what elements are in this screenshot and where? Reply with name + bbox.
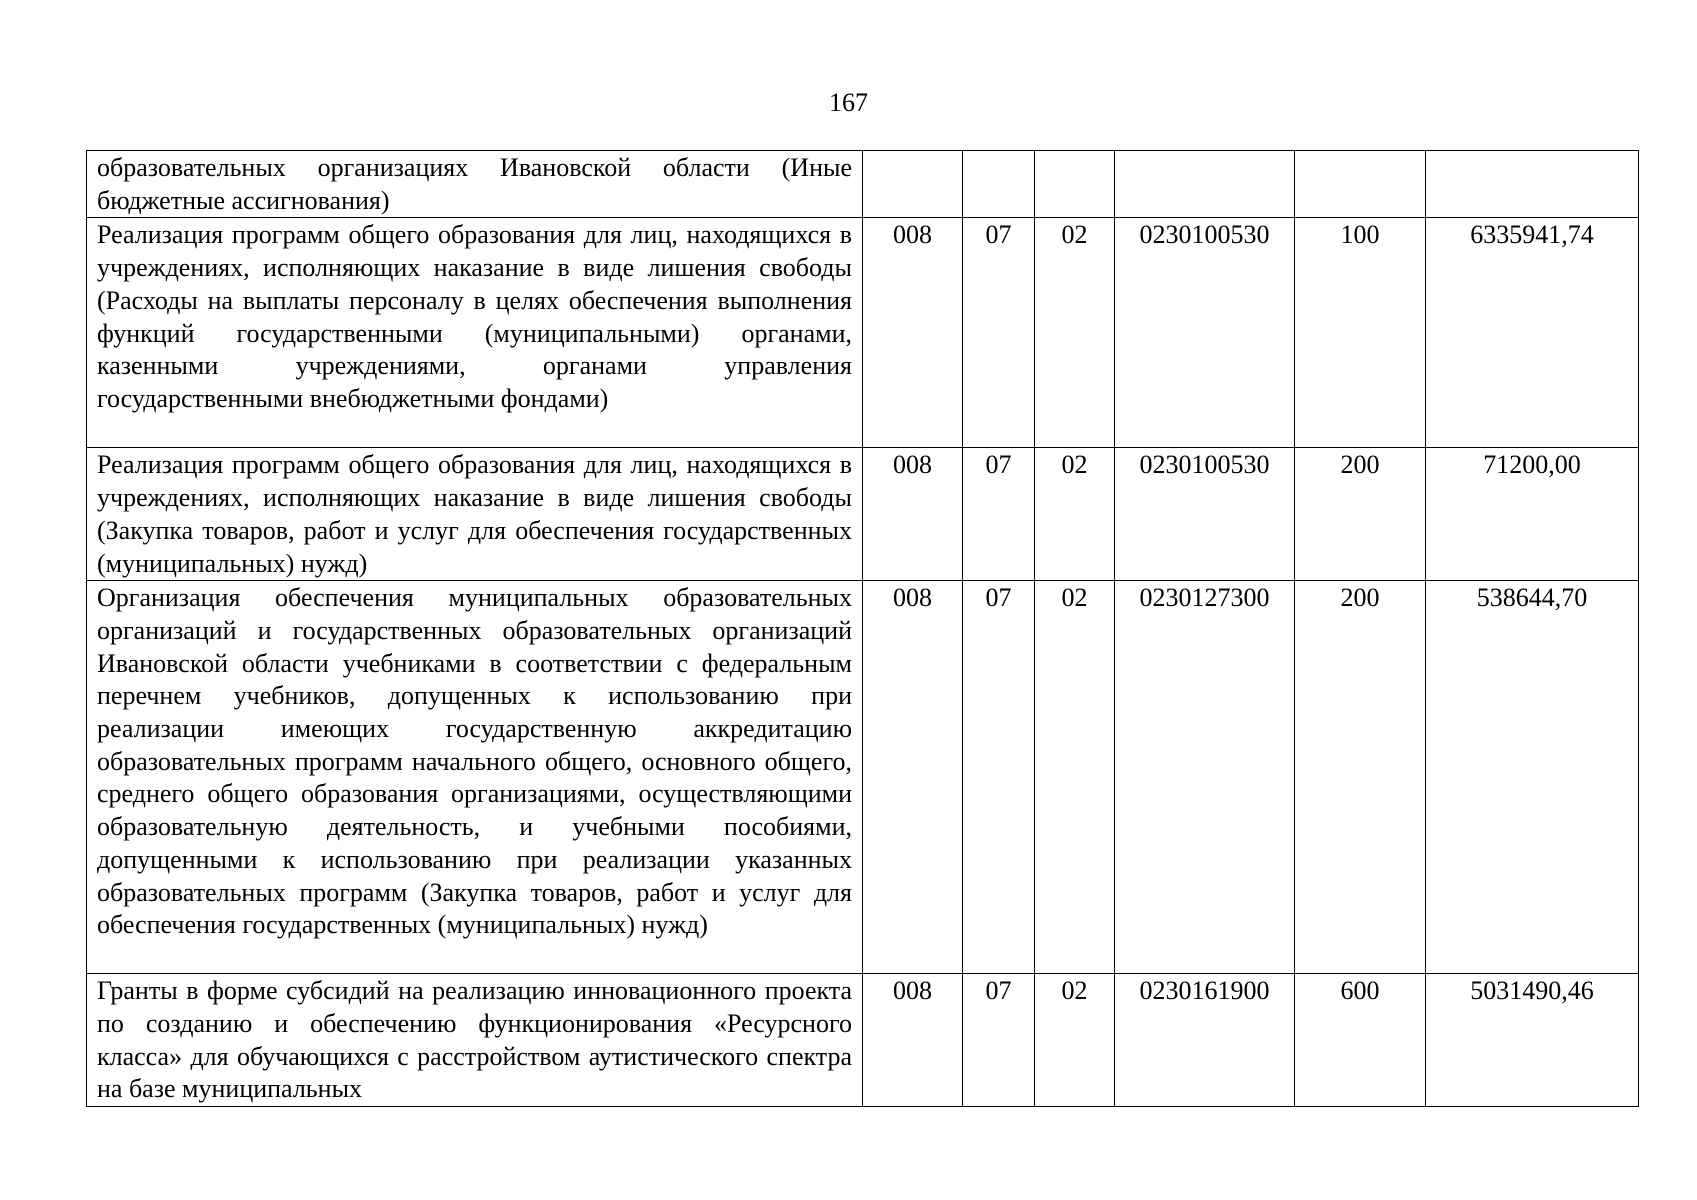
- subsection-code: 02: [1035, 218, 1115, 448]
- subsection-code: [1035, 151, 1115, 218]
- target-article-code: [1115, 151, 1295, 218]
- amount-value: 6335941,74: [1426, 218, 1639, 448]
- target-article-code: 0230127300: [1115, 581, 1295, 974]
- expense-type-code: 100: [1295, 218, 1426, 448]
- table-row: [87, 974, 1639, 1107]
- section-code: 07: [963, 448, 1035, 581]
- expense-type-code: 200: [1295, 448, 1426, 581]
- section-code: 07: [963, 974, 1035, 1107]
- row-description: Реализация программ общего образования для лиц, находящихся в учреждениях, исполняющих наказание в виде лишения свободы (Закупка товаров, работ и услуг для обеспечения государственных (муниципальных) нужд): [87, 448, 863, 581]
- expense-type-code: 200: [1295, 581, 1426, 974]
- subsection-code: 02: [1035, 448, 1115, 581]
- row-description: Организация обеспечения муниципальных образовательных организаций и государственных образовательных организаций Ивановской области учебниками в соответствии с федеральным перечнем учебников, допущенных к использованию при реализации имеющих государственную аккредитацию образовательных программ начального общего, основного общего, среднего общего образования организациями, осуществляющими образовательную деятельность, и учебными пособиями, допущенными к использованию при реализации указанных образовательных программ (Закупка товаров, работ и услуг для обеспечения государственных (муниципальных) нужд): [87, 581, 863, 974]
- target-article-code: 0230100530: [1115, 448, 1295, 581]
- subsection-code: 02: [1035, 974, 1115, 1107]
- ministry-code: 008: [863, 448, 963, 581]
- expense-type-code: [1295, 151, 1426, 218]
- target-article-code: 0230161900: [1115, 974, 1295, 1107]
- row-description: образовательных организациях Ивановской области (Иные бюджетные ассигнования): [87, 151, 863, 218]
- ministry-code: [863, 151, 963, 218]
- subsection-code: 02: [1035, 581, 1115, 974]
- amount-value: 5031490,46: [1426, 974, 1639, 1107]
- budget-table: [86, 150, 1639, 1107]
- ministry-code: 008: [863, 974, 963, 1107]
- section-code: 07: [963, 218, 1035, 448]
- row-description: Гранты в форме субсидий на реализацию инновационного проекта по созданию и обеспечению функционирования «Ресурсного класса» для обучающихся с расстройством аутистического спектра на базе муниципальных: [87, 974, 863, 1107]
- ministry-code: 008: [863, 581, 963, 974]
- amount-value: 538644,70: [1426, 581, 1639, 974]
- table-row: [87, 218, 1639, 448]
- table-row: [87, 581, 1639, 974]
- ministry-code: 008: [863, 218, 963, 448]
- expense-type-code: 600: [1295, 974, 1426, 1107]
- table-row: [87, 448, 1639, 581]
- table-row: [87, 151, 1639, 218]
- row-description: Реализация программ общего образования для лиц, находящихся в учреждениях, исполняющих наказание в виде лишения свободы (Расходы на выплаты персоналу в целях обеспечения выполнения функций государственными (муниципальными) органами, казенными учреждениями, органами управления государственными внебюджетными фондами): [87, 218, 863, 448]
- page-number: 167: [829, 88, 868, 117]
- amount-value: 71200,00: [1426, 448, 1639, 581]
- amount-value: [1426, 151, 1639, 218]
- section-code: [963, 151, 1035, 218]
- section-code: 07: [963, 581, 1035, 974]
- target-article-code: 0230100530: [1115, 218, 1295, 448]
